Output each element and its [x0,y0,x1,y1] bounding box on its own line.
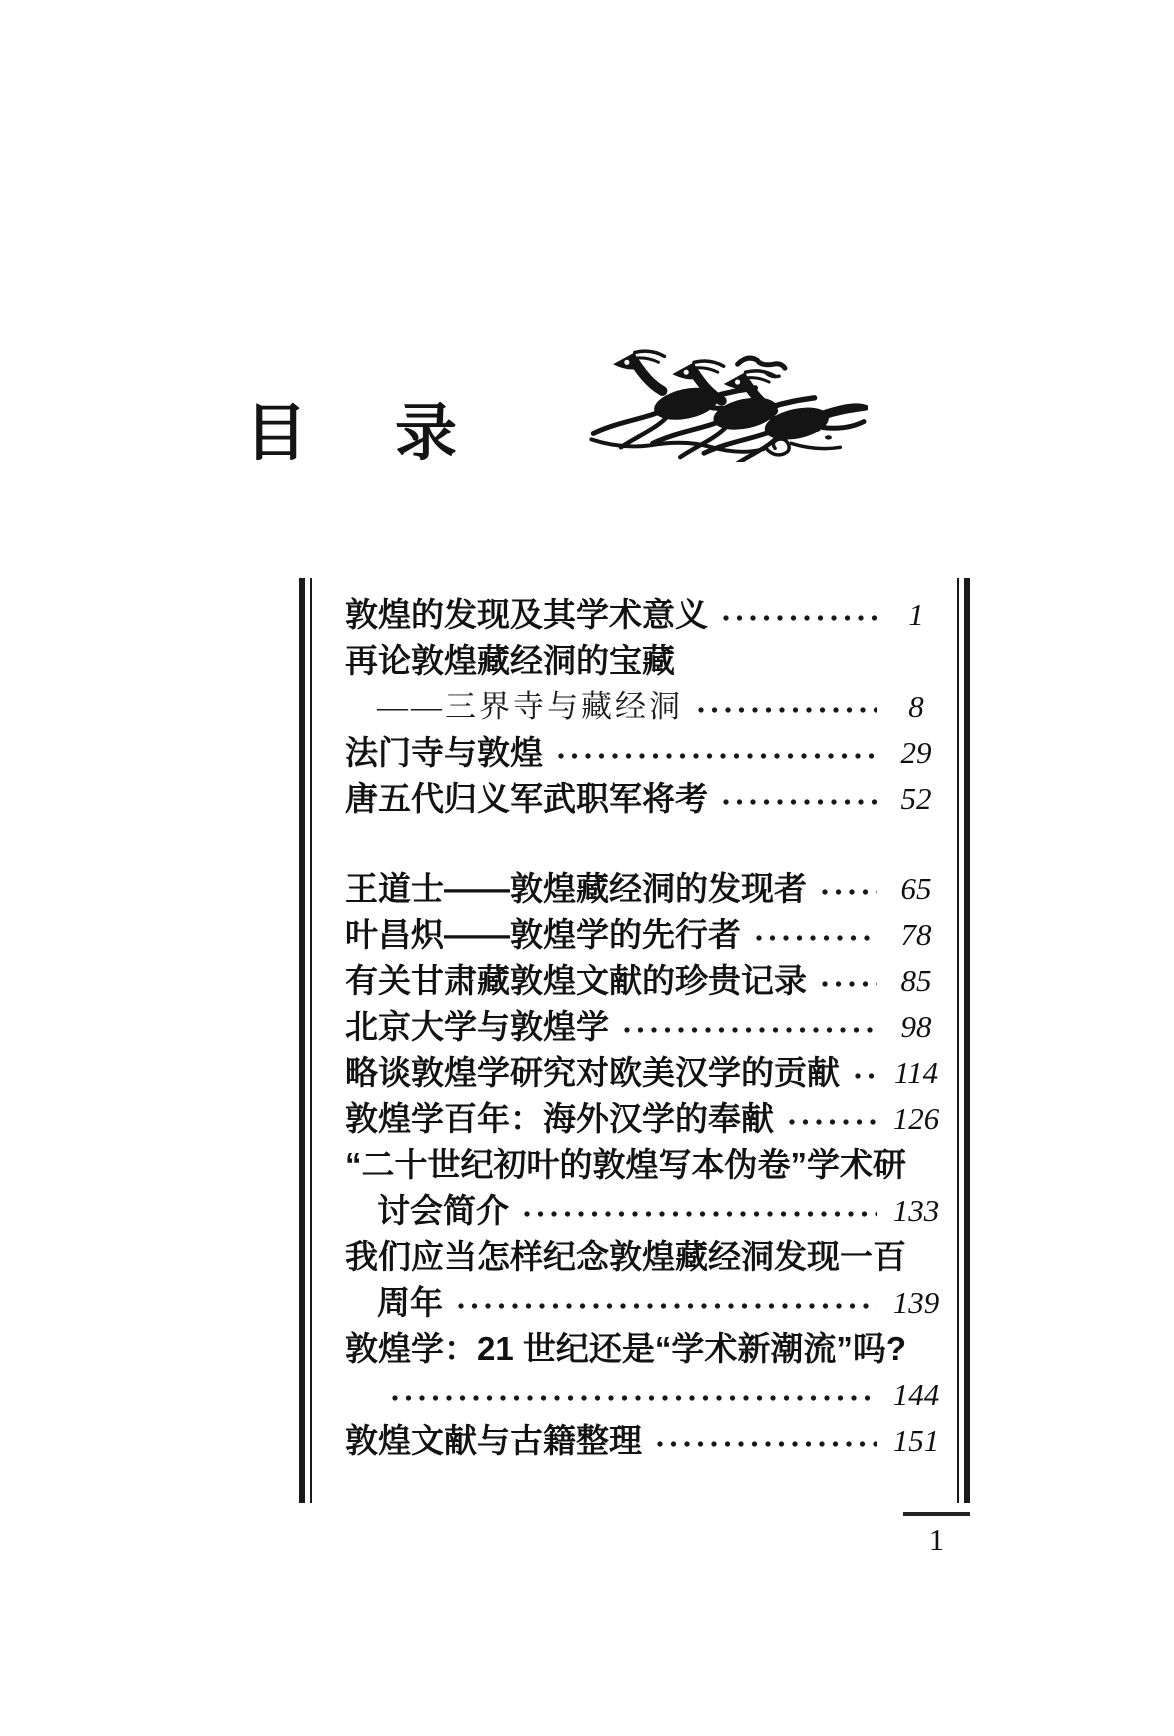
toc-entry-title: 北京大学与敦煌学 [345,1008,609,1045]
toc-entry-page: 78 [900,917,932,952]
toc-entry [345,684,945,730]
toc-entry [345,1142,945,1188]
toc-entry-title: 我们应当怎样纪念敦煌藏经洞发现一百 [345,1238,906,1275]
dot-leader [854,1072,877,1080]
toc-entry-title: 略谈敦煌学研究对欧美汉学的贡献 [345,1054,840,1091]
toc-entry [345,1050,945,1096]
toc-entry-title: 王道士——敦煌藏经洞的发现者 [345,870,807,907]
frame-right-thick-rule [964,578,970,1503]
toc-entry-title: 唐五代归义军武职军将考 [345,780,708,817]
toc-entry-page: 29 [900,735,932,770]
toc-entry-title: 讨会简介 [377,1192,509,1229]
toc-entry [345,912,945,958]
dot-leader [391,1394,877,1402]
toc-entry-page: 52 [900,781,932,816]
toc-entry-title: “二十世纪初叶的敦煌写本伪卷”学术研 [345,1146,906,1183]
toc-entry-page: 85 [900,963,932,998]
toc-entry [345,1418,945,1464]
dot-leader [755,934,877,942]
toc-entry [345,592,945,638]
toc-entry-title: 有关甘肃藏敦煌文献的珍贵记录 [345,962,807,999]
toc-entry [345,1096,945,1142]
toc-entry-title: 再论敦煌藏经洞的宝藏 [345,642,675,679]
toc-entry-page: 65 [900,871,932,906]
dot-leader [557,752,877,760]
dot-leader [697,706,877,714]
frame-right-thin-rule [957,578,959,1503]
toc-entry [345,638,945,684]
dot-leader [457,1302,877,1310]
toc-section-gap [345,822,945,866]
toc-entry-title: 敦煌学：21 世纪还是“学术新潮流”吗? [345,1330,907,1367]
toc-entry-title: 周年 [377,1284,443,1321]
dot-leader [722,798,877,806]
page-title-char-right: 录 [395,399,458,468]
toc-entry [345,730,945,776]
dot-leader [821,980,877,988]
toc-list [345,592,945,1464]
toc-entry-page: 8 [908,689,924,724]
toc-entry-page: 1 [908,597,924,632]
toc-entry-title: 叶昌炽——敦煌学的先行者 [345,916,741,953]
toc-entry [345,1280,945,1326]
toc-entry-page: 139 [892,1285,940,1320]
running-deer-illustration [532,312,868,462]
dot-leader [821,888,877,896]
page-title-char-left: 目 [245,399,308,468]
dot-leader [722,614,877,622]
toc-entry-page: 151 [892,1423,940,1458]
toc-entry-title: 敦煌的发现及其学术意义 [345,596,708,633]
toc-entry-title: 敦煌学百年：海外汉学的奉献 [345,1100,774,1137]
dot-leader [523,1210,877,1218]
toc-entry-title: ——三界寺与藏经洞 [377,689,683,724]
toc-entry [345,1326,945,1372]
dot-leader [623,1026,877,1034]
toc-entry [345,776,945,822]
toc-entry-title: 敦煌文献与古籍整理 [345,1422,642,1459]
toc-entry-page: 126 [892,1101,940,1136]
toc-entry [345,866,945,912]
dot-leader [788,1118,877,1126]
frame-left-thick-rule [299,578,305,1503]
toc-entry [345,958,945,1004]
page-title [245,399,458,468]
footer-rule [903,1512,970,1516]
toc-entry-title: 法门寺与敦煌 [345,734,543,771]
footer-page-number: 1 [928,1522,945,1557]
toc-entry-page: 98 [900,1009,932,1044]
toc-entry-page: 114 [893,1055,939,1090]
dot-leader [656,1440,877,1448]
toc-entry [345,1234,945,1280]
toc-entry-page: 144 [892,1377,940,1412]
frame-left-thin-rule [310,578,312,1503]
toc-entry-page: 133 [892,1193,940,1228]
toc-entry [345,1188,945,1234]
toc-entry [345,1372,945,1418]
toc-entry [345,1004,945,1050]
